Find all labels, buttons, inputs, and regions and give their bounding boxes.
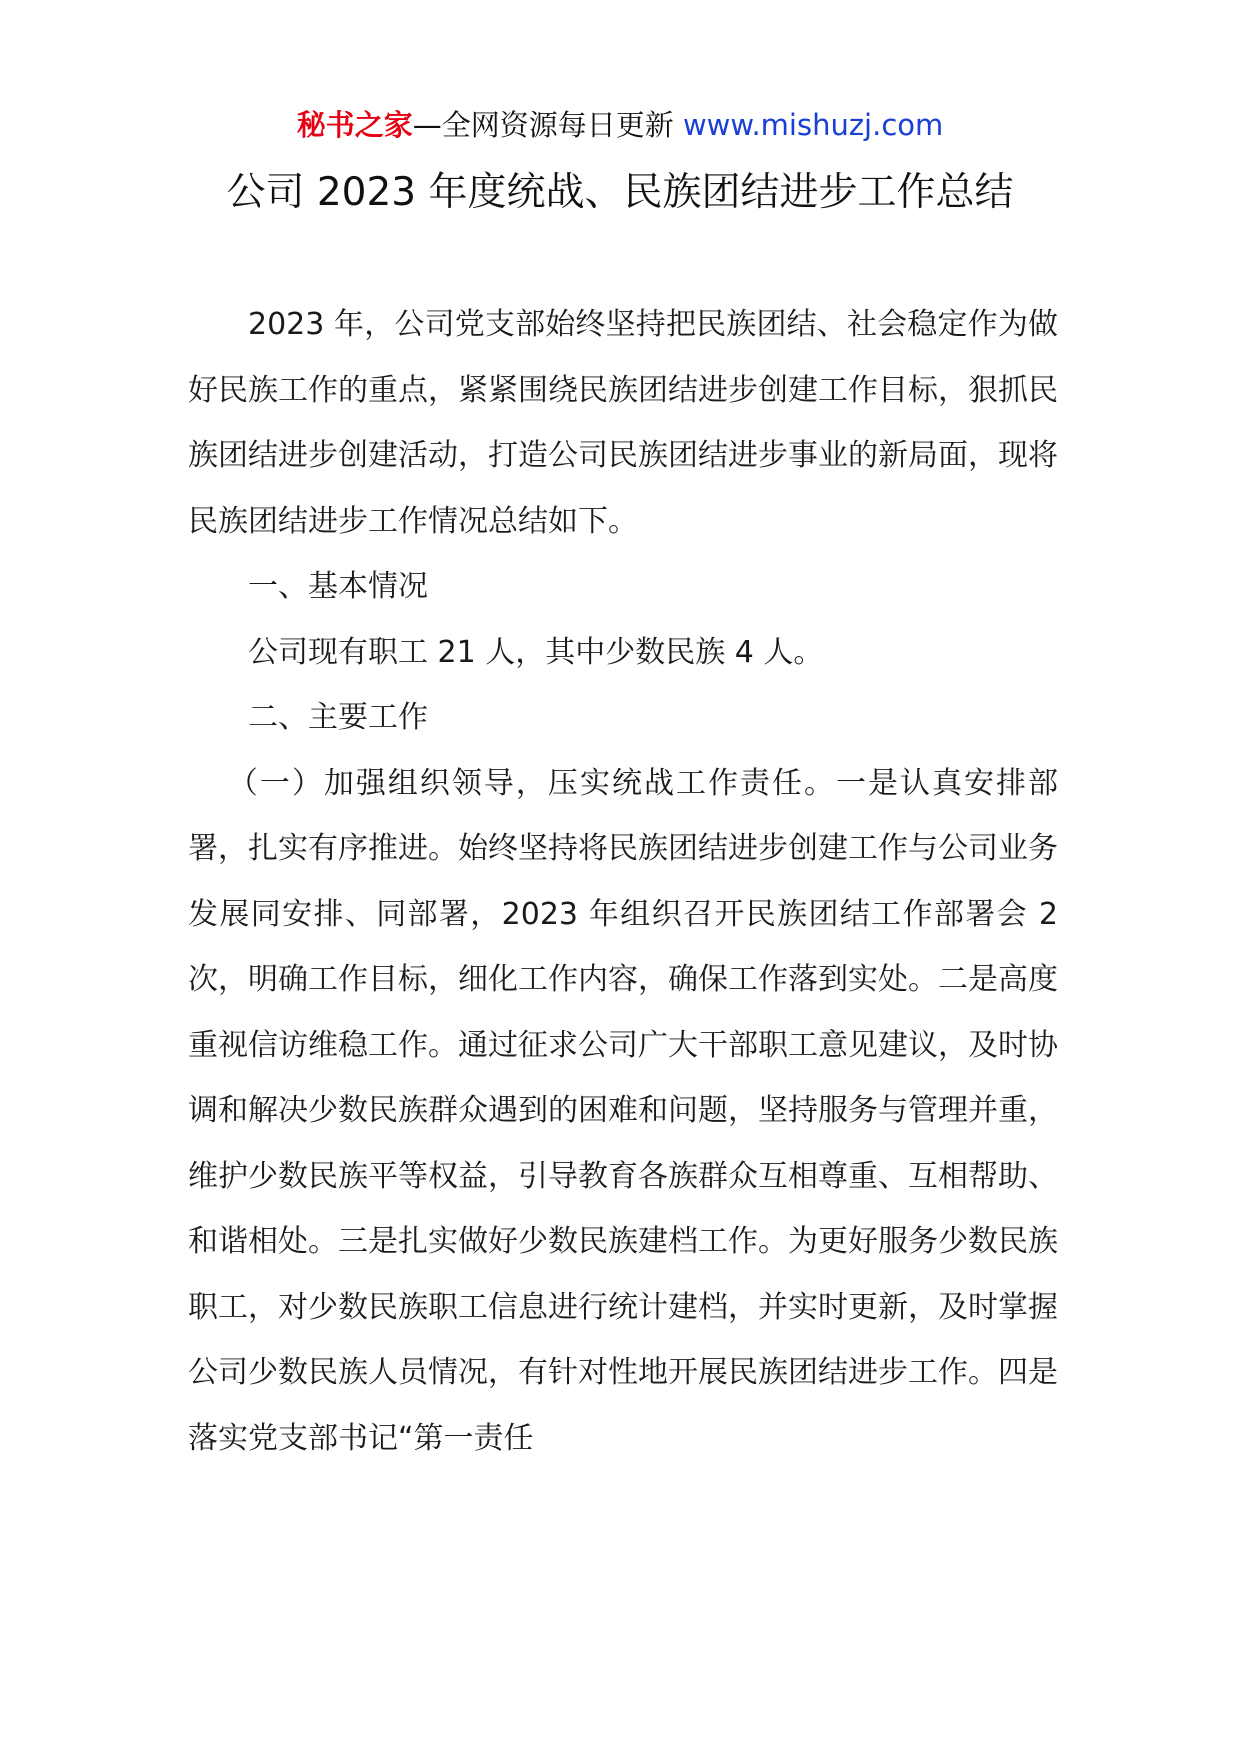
site-url: www.mishuzj.com [682, 108, 944, 142]
site-header [0, 100, 1240, 150]
staff-paragraph: 公司现有职工 21 人，其中少数民族 4 人。 [248, 634, 824, 670]
document-body [188, 292, 1058, 1471]
header-slogan: —全网资源每日更新 [412, 108, 683, 142]
work-paragraph-1: （一）加强组织领导，压实统战工作责任。一是认真安排部署，扎实有序推进。始终坚持将民族团结进步创建工作与公司业务发展同安排、同部署，2023 年组织召开民族团结工作部署会 2 次，明确工作目标，细化工作内容，确保工作落到实处。二是高度重视信访维稳工作。通过征求公司广大干部职工意见建议，及时协调和解决少数民族群众遇到的困难和问题，坚持服务与管理并重，维护少数民族平等权益，引导教育各族群众互相尊重、互相帮助、和谐相处。三是扎实做好少数民族建档工作。为更好服务少数民族职工，对少数民族职工信息进行统计建档，并实时更新，及时掌握公司少数民族人员情况，有针对性地开展民族团结进步工作。四是落实党支部书记“第一责任 [188, 765, 1058, 1456]
document-title: 公司 2023 年度统战、民族团结进步工作总结 [226, 170, 1014, 215]
brand-name: 秘书之家 [296, 108, 413, 142]
section-heading-main-work: 二、主要工作 [248, 700, 428, 735]
intro-paragraph: 2023 年，公司党支部始终坚持把民族团结、社会稳定作为做好民族工作的重点，紧紧围绕民族团结进步创建工作目标，狠抓民族团结进步创建活动，打造公司民族团结进步事业的新局面，现将民族团结进步工作情况总结如下。 [188, 307, 1058, 539]
section-heading-basic: 一、基本情况 [248, 569, 428, 604]
